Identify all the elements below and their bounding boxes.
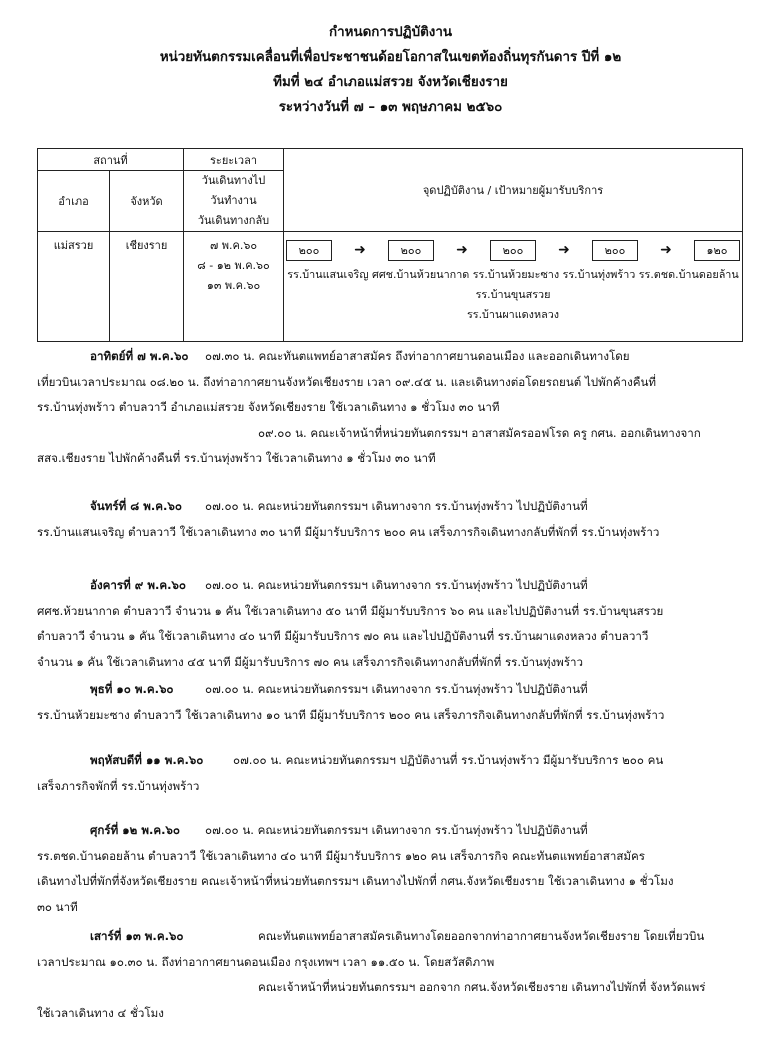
row-date-return: ๑๓ พ.ค.๖๐ <box>206 279 261 292</box>
document-header <box>0 20 781 120</box>
target-box: ๑๒๐ <box>694 240 740 261</box>
day-text: จำนวน ๑ คัน ใช้เวลาเดินทาง ๔๕ นาที มีผู้มารับบริการ ๗๐ คน เสร็จภารกิจเดินทางกลับที่พักที่ รร.บ้านทุ่งพร้าว <box>37 654 584 669</box>
day-text: เวลาประมาณ ๑๐.๓๐ น. ถึงท่าอากาศยานดอนเมือง กรุงเทพฯ เวลา ๑๑.๕๐ น. โดยสวัสดิภาพ <box>37 954 495 969</box>
target-box: ๒๐๐ <box>388 240 434 261</box>
period-sub-work: วันทำงาน <box>210 194 257 207</box>
day-text: ๐๙.๐๐ น. คณะเจ้าหน้าที่หน่วยทันตกรรมฯ อาสาสมัครออฟโรด ครู กศน. ออกเดินทางจาก <box>258 425 701 440</box>
period-sub-headers <box>184 171 284 232</box>
arrow-right-icon: ➜ <box>456 242 468 258</box>
day-text: สสจ.เชียงราย ไปพักค้างคืนที่ รร.บ้านทุ่งพร้าว ใช้เวลาเดินทาง ๑ ชั่วโมง ๓๐ นาที <box>37 451 436 465</box>
day-text: เดินทางไปที่พักที่จังหวัดเชียงราย คณะเจ้าหน้าที่หน่วยทันตกรรมฯ เดินทางไปพักที่ กศน.จังหวัดเชียงราย ใช้เวลาเดินทาง ๑ ชั่วโมง <box>37 874 674 888</box>
row-target <box>284 232 743 342</box>
header-program: หน่วยทันตกรรมเคลื่อนที่เพื่อประชาชนด้อยโอกาสในเขตท้องถิ่นทุรกันดาร ปีที่ ๑๒ <box>159 50 622 65</box>
row-date-work: ๘ - ๑๒ พ.ค.๖๐ <box>197 259 270 272</box>
day-text: ๐๗.๓๐ น. คณะทันตแพทย์อาสาสมัคร ถึงท่าอากาศยานดอนเมือง และออกเดินทางโดย <box>205 349 630 363</box>
day-text: รร.บ้านแสนเจริญ ตำบลวาวี ใช้เวลาเดินทาง ๓๐ นาที มีผู้มารับบริการ ๒๐๐ คน เสร็จภารกิจเดินทางกลับที่พักที่ รร.บ้านทุ่งพร้าว <box>37 524 660 539</box>
day-text: ๐๗.๐๐ น. คณะหน่วยทันตกรรมฯ ปฏิบัติงานที่ รร.บ้านทุ่งพร้าว มีผู้มารับบริการ ๒๐๐ คน <box>233 753 664 767</box>
day-label: พุธที่ ๑๐ พ.ค.๖๐ <box>90 682 174 696</box>
day-text: รร.บ้านห้วยมะซาง ตำบลวาวี ใช้เวลาเดินทาง ๑๐ นาที มีผู้มารับบริการ ๒๐๐ คน เสร็จภารกิจเดินทางกลับที่พักที่ รร.บ้านทุ่งพร้าว <box>37 707 665 722</box>
day-monday <box>37 494 750 545</box>
day-thursday <box>37 748 750 799</box>
day-saturday <box>37 924 750 1026</box>
col-district-header: อำเภอ <box>38 171 110 232</box>
day-text: ใช้เวลาเดินทาง ๔ ชั่วโมง <box>37 1005 164 1020</box>
col-province-header: จังหวัด <box>110 171 184 232</box>
day-text: เที่ยวบินเวลาประมาณ ๐๘.๒๐ น. ถึงท่าอากาศยานจังหวัดเชียงราย เวลา ๐๙.๔๕ น. และเดินทางต่อโดยรถยนต์ ไปพักค้างคืนที่ <box>37 374 657 389</box>
day-text: ๐๗.๐๐ น. คณะหน่วยทันตกรรมฯ เดินทางจาก รร.บ้านทุ่งพร้าว ไปปฏิบัติงานที่ <box>205 499 588 513</box>
target-sites-line: รร.บ้านผาแดงหลวง <box>467 308 560 321</box>
period-sub-go: วันเดินทางไป <box>201 174 266 187</box>
day-text: ตำบลวาวี จำนวน ๑ คัน ใช้เวลาเดินทาง ๔๐ นาที มีผู้มารับบริการ ๗๐ คน และไปปฏิบัติงานที่ รร.บ้านผาแดงหลวง ตำบลวาวี <box>37 629 649 643</box>
day-label: อังคารที่ ๙ พ.ค.๖๐ <box>90 578 186 592</box>
day-text: รร.บ้านทุ่งพร้าว ตำบลวาวี อำเภอแม่สรวย จังหวัดเชียงราย ใช้เวลาเดินทาง ๑ ชั่วโมง ๓๐ นาที <box>37 400 500 414</box>
day-text: ศศช.ห้วยนากาด ตำบลวาวี จำนวน ๑ คัน ใช้เวลาเดินทาง ๕๐ นาที มีผู้มารับบริการ ๖๐ คน และไปปฏิบัติงานที่ รร.บ้านขุนสรวย <box>37 603 664 618</box>
header-title: กำหนดการปฏิบัติงาน <box>328 25 453 40</box>
day-label: ศุกร์ที่ ๑๒ พ.ค.๖๐ <box>90 823 180 837</box>
col-period-header: ระยะเวลา <box>184 149 284 171</box>
day-wednesday <box>37 677 750 728</box>
day-friday <box>37 818 750 920</box>
day-text: เสร็จภารกิจพักที่ รร.บ้านทุ่งพร้าว <box>37 778 200 793</box>
target-flow <box>284 240 742 261</box>
row-date-go: ๗ พ.ค.๖๐ <box>209 239 258 252</box>
arrow-right-icon: ➜ <box>558 242 570 258</box>
day-text: คณะเจ้าหน้าที่หน่วยทันตกรรมฯ ออกจาก กศน.จังหวัดเชียงราย เดินทางไปพักที่ จังหวัดแพร่ <box>258 980 706 994</box>
period-sub-return: วันเดินทางกลับ <box>197 214 270 227</box>
day-label: พฤหัสบดีที่ ๑๑ พ.ค.๖๐ <box>90 753 204 767</box>
schedule-table <box>37 148 743 342</box>
target-sites-line: รร.บ้านแสนเจริญ ศศช.บ้านห้วยนากาด รร.บ้านห้วยมะซาง รร.บ้านทุ่งพร้าว รร.ตชด.บ้านดอยล้าน <box>287 268 739 281</box>
col-target-header: จุดปฏิบัติงาน / เป้าหมายผู้มารับบริการ <box>284 149 743 232</box>
day-text: ๐๗.๐๐ น. คณะหน่วยทันตกรรมฯ เดินทางจาก รร.บ้านทุ่งพร้าว ไปปฏิบัติงานที่ <box>205 682 588 696</box>
target-box: ๒๐๐ <box>286 240 332 261</box>
day-label: จันทร์ที่ ๘ พ.ค.๖๐ <box>90 499 182 513</box>
day-sunday <box>37 344 750 472</box>
row-province: เชียงราย <box>110 232 184 342</box>
row-district: แม่สรวย <box>38 232 110 342</box>
day-label: อาทิตย์ที่ ๗ พ.ค.๖๐ <box>90 349 189 363</box>
col-location-header: สถานที่ <box>38 149 184 171</box>
day-text: ๓๐ นาที <box>37 899 78 914</box>
header-date-range: ระหว่างวันที่ ๗ – ๑๓ พฤษภาคม ๒๕๖๐ <box>278 100 503 115</box>
day-label: เสาร์ที่ ๑๓ พ.ค.๖๐ <box>90 929 184 943</box>
header-team: ทีมที่ ๒๔ อำเภอแม่สรวย จังหวัดเชียงราย <box>273 75 508 90</box>
day-text: ๐๗.๐๐ น. คณะหน่วยทันตกรรมฯ เดินทางจาก รร.บ้านทุ่งพร้าว ไปปฏิบัติงานที่ <box>205 578 588 592</box>
arrow-right-icon: ➜ <box>660 242 672 258</box>
day-text: คณะทันตแพทย์อาสาสมัครเดินทางโดยออกจากท่าอากาศยานจังหวัดเชียงราย โดยเที่ยวบิน <box>258 929 705 943</box>
day-tuesday <box>37 573 750 675</box>
row-dates <box>184 232 284 342</box>
arrow-right-icon: ➜ <box>354 242 366 258</box>
target-box: ๒๐๐ <box>592 240 638 261</box>
target-box: ๒๐๐ <box>490 240 536 261</box>
day-text: รร.ตชด.บ้านดอยล้าน ตำบลวาวี ใช้เวลาเดินทาง ๔๐ นาที มีผู้มารับบริการ ๑๒๐ คน เสร็จภารกิจ คณะทันตแพทย์อาสาสมัคร <box>37 848 646 863</box>
day-text: ๐๗.๐๐ น. คณะหน่วยทันตกรรมฯ เดินทางจาก รร.บ้านทุ่งพร้าว ไปปฏิบัติงานที่ <box>205 823 588 837</box>
target-sites-line: รร.บ้านขุนสรวย <box>475 288 551 301</box>
